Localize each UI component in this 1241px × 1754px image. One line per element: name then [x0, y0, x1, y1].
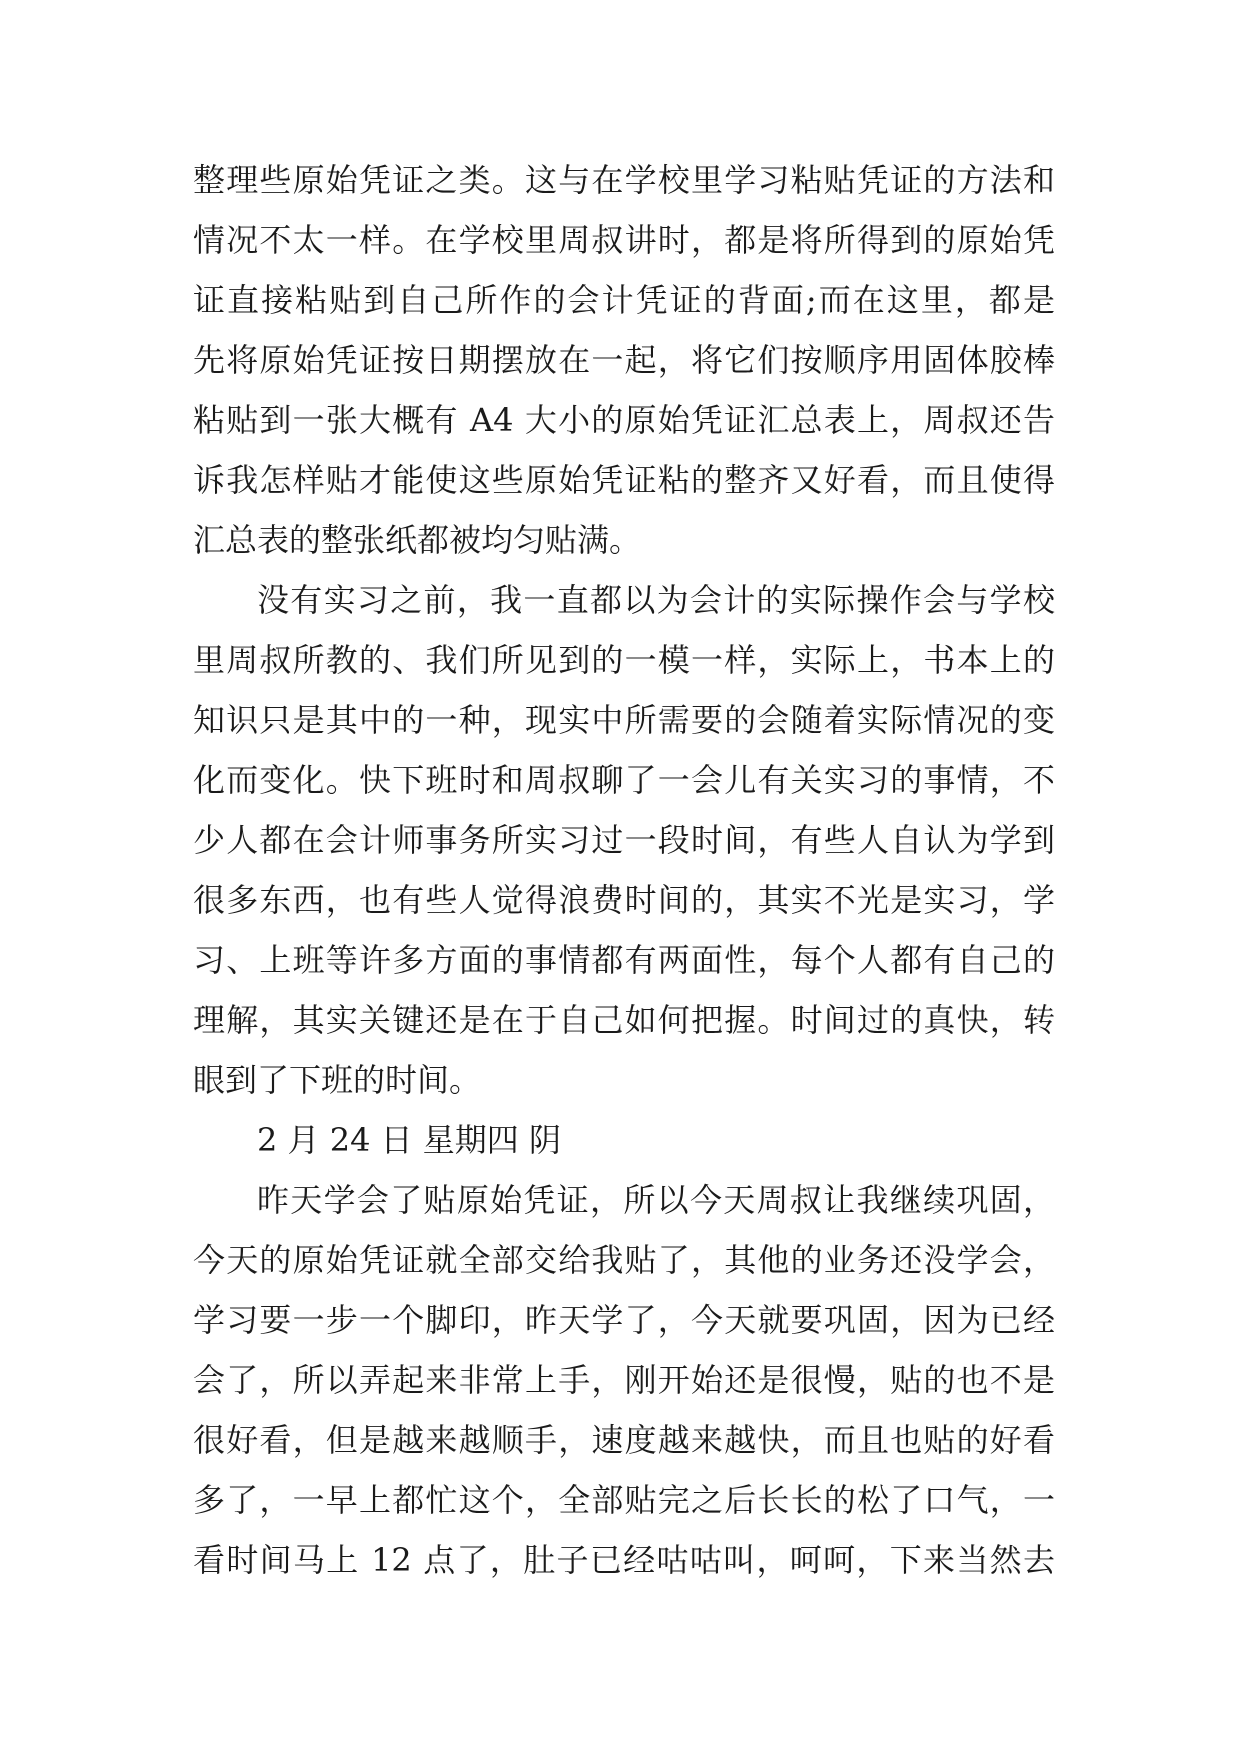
paragraph-3-line-7: 看时间马上 12 点了，肚子已经咕咕叫，呵呵，下来当然去: [193, 1541, 1055, 1579]
paragraph-3-line-4: 会了，所以弄起来非常上手，刚开始还是很慢，贴的也不是: [193, 1361, 1055, 1399]
paragraph-2-line-3: 知识只是其中的一种，现实中所需要的会随着实际情况的变: [193, 701, 1055, 739]
paragraph-1-line-1: 整理些原始凭证之类。这与在学校里学习粘贴凭证的方法和: [193, 161, 1055, 199]
paragraph-2-line-2: 里周叔所教的、我们所见到的一模一样，实际上，书本上的: [193, 641, 1055, 679]
paragraph-3-line-6: 多了，一早上都忙这个，全部贴完之后长长的松了口气，一: [193, 1481, 1055, 1519]
paragraph-2-line-7: 习、上班等许多方面的事情都有两面性，每个人都有自己的: [193, 941, 1055, 979]
diary-date-heading: 2 月 24 日 星期四 阴: [257, 1121, 561, 1159]
paragraph-3-line-5: 很好看，但是越来越顺手，速度越来越快，而且也贴的好看: [193, 1421, 1055, 1459]
paragraph-3-line-3: 学习要一步一个脚印，昨天学了，今天就要巩固，因为已经: [193, 1301, 1055, 1339]
paragraph-2-line-8: 理解，其实关键还是在于自己如何把握。时间过的真快，转: [193, 1001, 1055, 1039]
paragraph-1-line-6: 诉我怎样贴才能使这些原始凭证粘的整齐又好看，而且使得: [193, 461, 1055, 499]
paragraph-2-line-6: 很多东西，也有些人觉得浪费时间的，其实不光是实习，学: [193, 881, 1055, 919]
paragraph-2-line-9: 眼到了下班的时间。: [193, 1061, 482, 1099]
paragraph-1-line-2: 情况不太一样。在学校里周叔讲时，都是将所得到的原始凭: [193, 221, 1055, 259]
paragraph-2-line-1: 没有实习之前，我一直都以为会计的实际操作会与学校: [257, 581, 1055, 619]
paragraph-1-line-4: 先将原始凭证按日期摆放在一起，将它们按顺序用固体胶棒: [193, 341, 1055, 379]
paragraph-3-line-2: 今天的原始凭证就全部交给我贴了，其他的业务还没学会，: [193, 1241, 1055, 1279]
paragraph-2-line-5: 少人都在会计师事务所实习过一段时间，有些人自认为学到: [193, 821, 1055, 859]
paragraph-2-line-4: 化而变化。快下班时和周叔聊了一会儿有关实习的事情，不: [193, 761, 1055, 799]
paragraph-1-line-7: 汇总表的整张纸都被均匀贴满。: [193, 521, 642, 559]
paragraph-3-line-1: 昨天学会了贴原始凭证，所以今天周叔让我继续巩固，: [257, 1181, 1055, 1219]
paragraph-1-line-3: 证直接粘贴到自己所作的会计凭证的背面;而在这里，都是: [193, 281, 1055, 319]
paragraph-1-line-5: 粘贴到一张大概有 A4 大小的原始凭证汇总表上，周叔还告: [193, 401, 1055, 439]
